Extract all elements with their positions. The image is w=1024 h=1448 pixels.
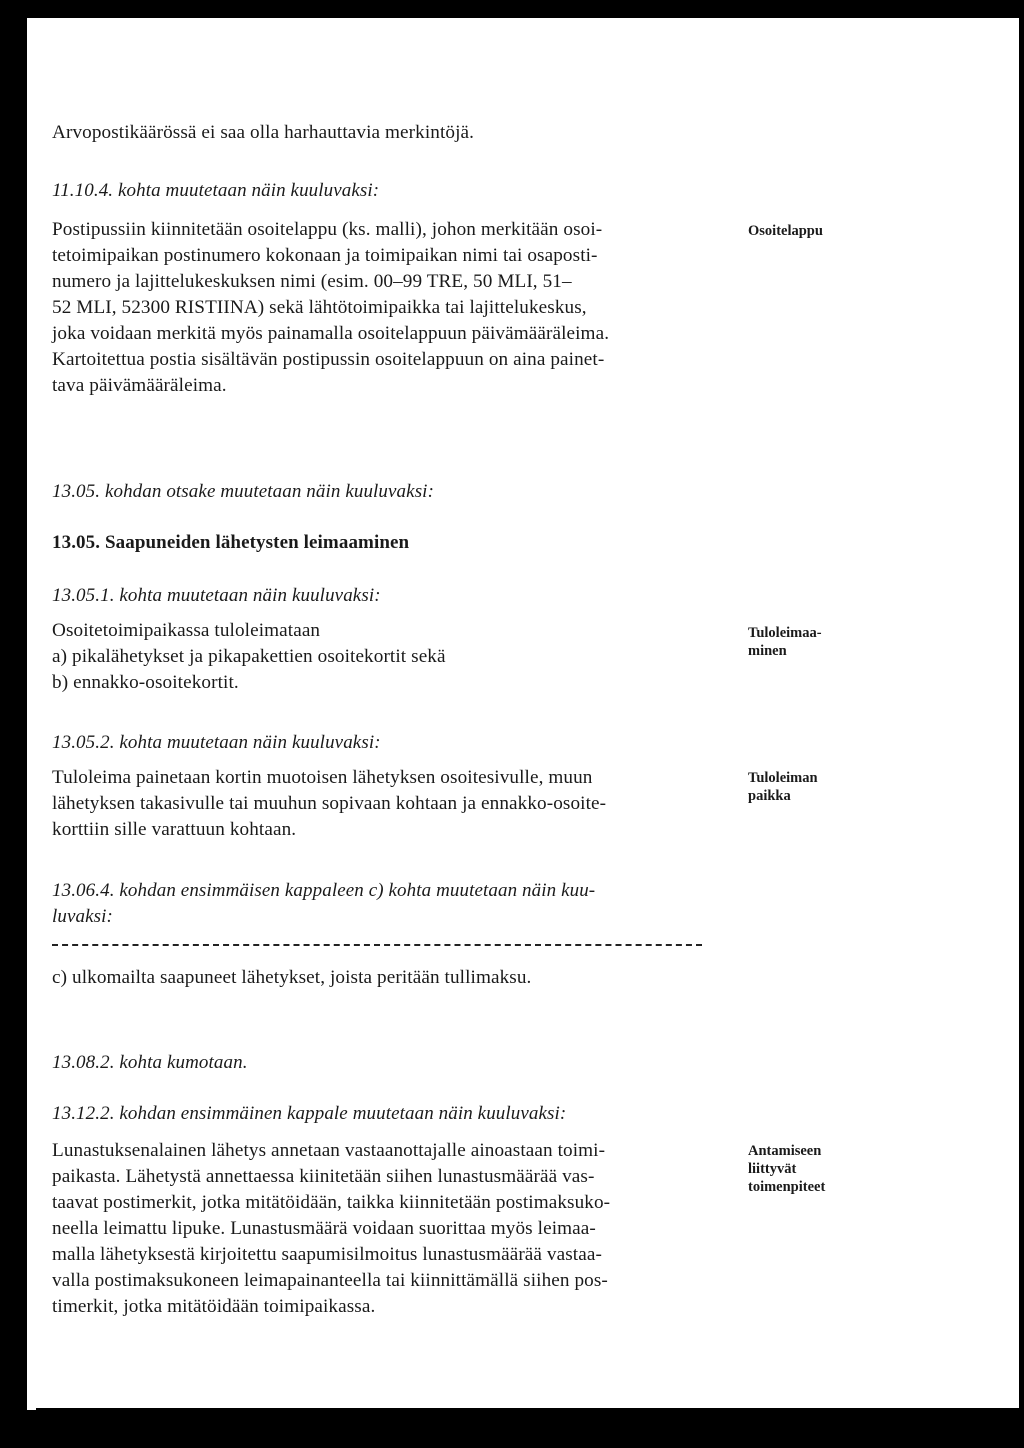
margin-label-line: minen xyxy=(748,643,787,659)
body-line: malla lähetyksestä kirjoitettu saapumisilmoitus lunastusmäärää vastaa- xyxy=(52,1244,602,1265)
body-line: Kartoitettua postia sisältävän postipussin osoitelappuun on aina painet- xyxy=(52,349,605,370)
section-heading-13-08-2: 13.08.2. kohta kumotaan. xyxy=(52,1052,248,1073)
section-heading-13-12-2: 13.12.2. kohdan ensimmäinen kappale muutetaan näin kuuluvaksi: xyxy=(52,1103,567,1124)
section-heading-13-06-4: 13.06.4. kohdan ensimmäisen kappaleen c) kohta muutetaan näin kuu- xyxy=(52,880,596,901)
margin-label-tuloleimaaminen xyxy=(748,624,822,660)
section-heading-13-05-1: 13.05.1. kohta muutetaan näin kuuluvaksi: xyxy=(52,585,381,606)
intro-line: Arvopostikäärössä ei saa olla harhauttavia merkintöjä. xyxy=(52,122,475,143)
margin-label-line: Antamiseen xyxy=(748,1143,822,1159)
scan-edge-strip xyxy=(27,18,36,1410)
list-item-c: c) ulkomailta saapuneet lähetykset, joista peritään tullimaksu. xyxy=(52,967,532,988)
margin-label-line: liittyvät xyxy=(748,1161,797,1177)
omitted-text-dashes xyxy=(52,944,702,946)
body-line: Postipussiin kiinnitetään osoitelappu (ks. malli), johon merkitään osoi- xyxy=(52,219,603,240)
body-line: korttiin sille varattuun kohtaan. xyxy=(52,819,297,840)
margin-label-line: Tuloleiman xyxy=(748,770,818,786)
body-line: Osoitetoimipaikassa tuloleimataan xyxy=(52,620,321,641)
section-heading-11-10-4: 11.10.4. kohta muutetaan näin kuuluvaksi: xyxy=(52,180,380,201)
body-line: 52 MLI, 52300 RISTIINA) sekä lähtötoimipaikka tai lajittelukeskus, xyxy=(52,297,587,318)
margin-label-line: paikka xyxy=(748,788,791,804)
section-heading-13-06-4-cont: luvaksi: xyxy=(52,906,113,927)
body-line: Lunastuksenalainen lähetys annetaan vastaanottajalle ainoastaan toimi- xyxy=(52,1140,606,1161)
margin-label-line: toimenpiteet xyxy=(748,1179,826,1195)
body-line: valla postimaksukoneen leimapainanteella tai kiinnittämällä siihen pos- xyxy=(52,1270,608,1291)
body-line: numero ja lajittelukeskuksen nimi (esim. 00–99 TRE, 50 MLI, 51– xyxy=(52,271,572,292)
body-line: timerkit, jotka mitätöidään toimipaikassa. xyxy=(52,1296,376,1317)
body-line: a) pikalähetykset ja pikapakettien osoitekortit sekä xyxy=(52,646,446,667)
body-line: Tuloleima painetaan kortin muotoisen lähetyksen osoitesivulle, muun xyxy=(52,767,593,788)
margin-label-osoitelappu: Osoitelappu xyxy=(748,223,823,239)
body-line: taavat postimerkit, jotka mitätöidään, taikka kiinnitetään postimaksuko- xyxy=(52,1192,611,1213)
section-heading-13-05-2: 13.05.2. kohta muutetaan näin kuuluvaksi: xyxy=(52,732,381,753)
body-line: tava päivämääräleima. xyxy=(52,375,227,396)
margin-label-antamiseen xyxy=(748,1142,825,1196)
section-heading-13-05: 13.05. kohdan otsake muutetaan näin kuuluvaksi: xyxy=(52,481,434,502)
margin-label-line: Tuloleimaa- xyxy=(748,625,822,641)
body-line: neella leimattu lipuke. Lunastusmäärä voidaan suorittaa myös leimaa- xyxy=(52,1218,596,1239)
section-title-13-05: 13.05. Saapuneiden lähetysten leimaaminen xyxy=(52,532,410,553)
margin-label-tuloleiman-paikka xyxy=(748,769,818,805)
body-line: tetoimipaikan postinumero kokonaan ja toimipaikan nimi tai osaposti- xyxy=(52,245,598,266)
body-line: lähetyksen takasivulle tai muuhun sopivaan kohtaan ja ennakko-osoite- xyxy=(52,793,607,814)
body-line: b) ennakko-osoitekortit. xyxy=(52,672,239,693)
body-line: joka voidaan merkitä myös painamalla osoitelappuun päivämääräleima. xyxy=(52,323,610,344)
body-line: paikasta. Lähetystä annettaessa kiinitetään siihen lunastusmäärää vas- xyxy=(52,1166,595,1187)
